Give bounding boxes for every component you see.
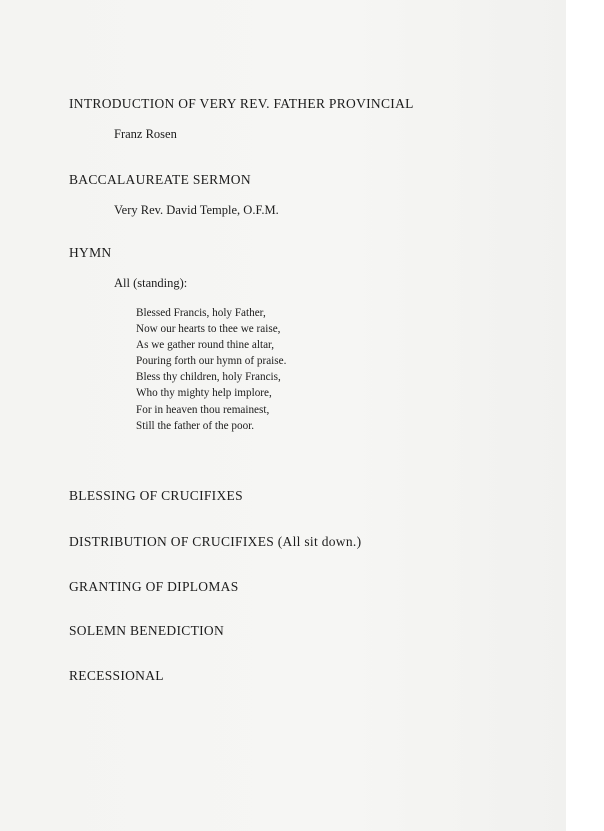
hymn-heading: HYMN [69, 245, 112, 260]
diplomas-heading: GRANTING OF DIPLOMAS [69, 579, 239, 594]
hymn-line: Still the father of the poor. [136, 419, 255, 432]
recessional-heading: RECESSIONAL [69, 668, 164, 683]
distribution-heading: DISTRIBUTION OF CRUCIFIXES (All sit down.) [69, 534, 362, 549]
hymn-instruction: All (standing): [114, 276, 188, 290]
sermon-speaker: Very Rev. David Temple, O.F.M. [114, 203, 279, 217]
hymn-line: Now our hearts to thee we raise, [136, 323, 281, 336]
hymn-line: Pouring forth our hymn of praise. [136, 355, 287, 368]
sermon-heading: BACCALAUREATE SERMON [69, 172, 251, 187]
hymn-verse [136, 305, 286, 434]
introduction-heading: INTRODUCTION OF VERY REV. FATHER PROVINCIAL [69, 96, 414, 111]
hymn-line: Bless thy children, holy Francis, [136, 371, 281, 384]
page-margin [566, 0, 604, 831]
hymn-line: As we gather round thine altar, [136, 339, 275, 352]
hymn-line: For in heaven thou remainest, [136, 403, 270, 416]
blessing-heading: BLESSING OF CRUCIFIXES [69, 488, 243, 503]
benediction-heading: SOLEMN BENEDICTION [69, 623, 225, 638]
hymn-line: Blessed Francis, holy Father, [136, 307, 266, 319]
hymn-line: Who thy mighty help implore, [136, 387, 272, 400]
introduction-speaker: Franz Rosen [114, 127, 177, 141]
